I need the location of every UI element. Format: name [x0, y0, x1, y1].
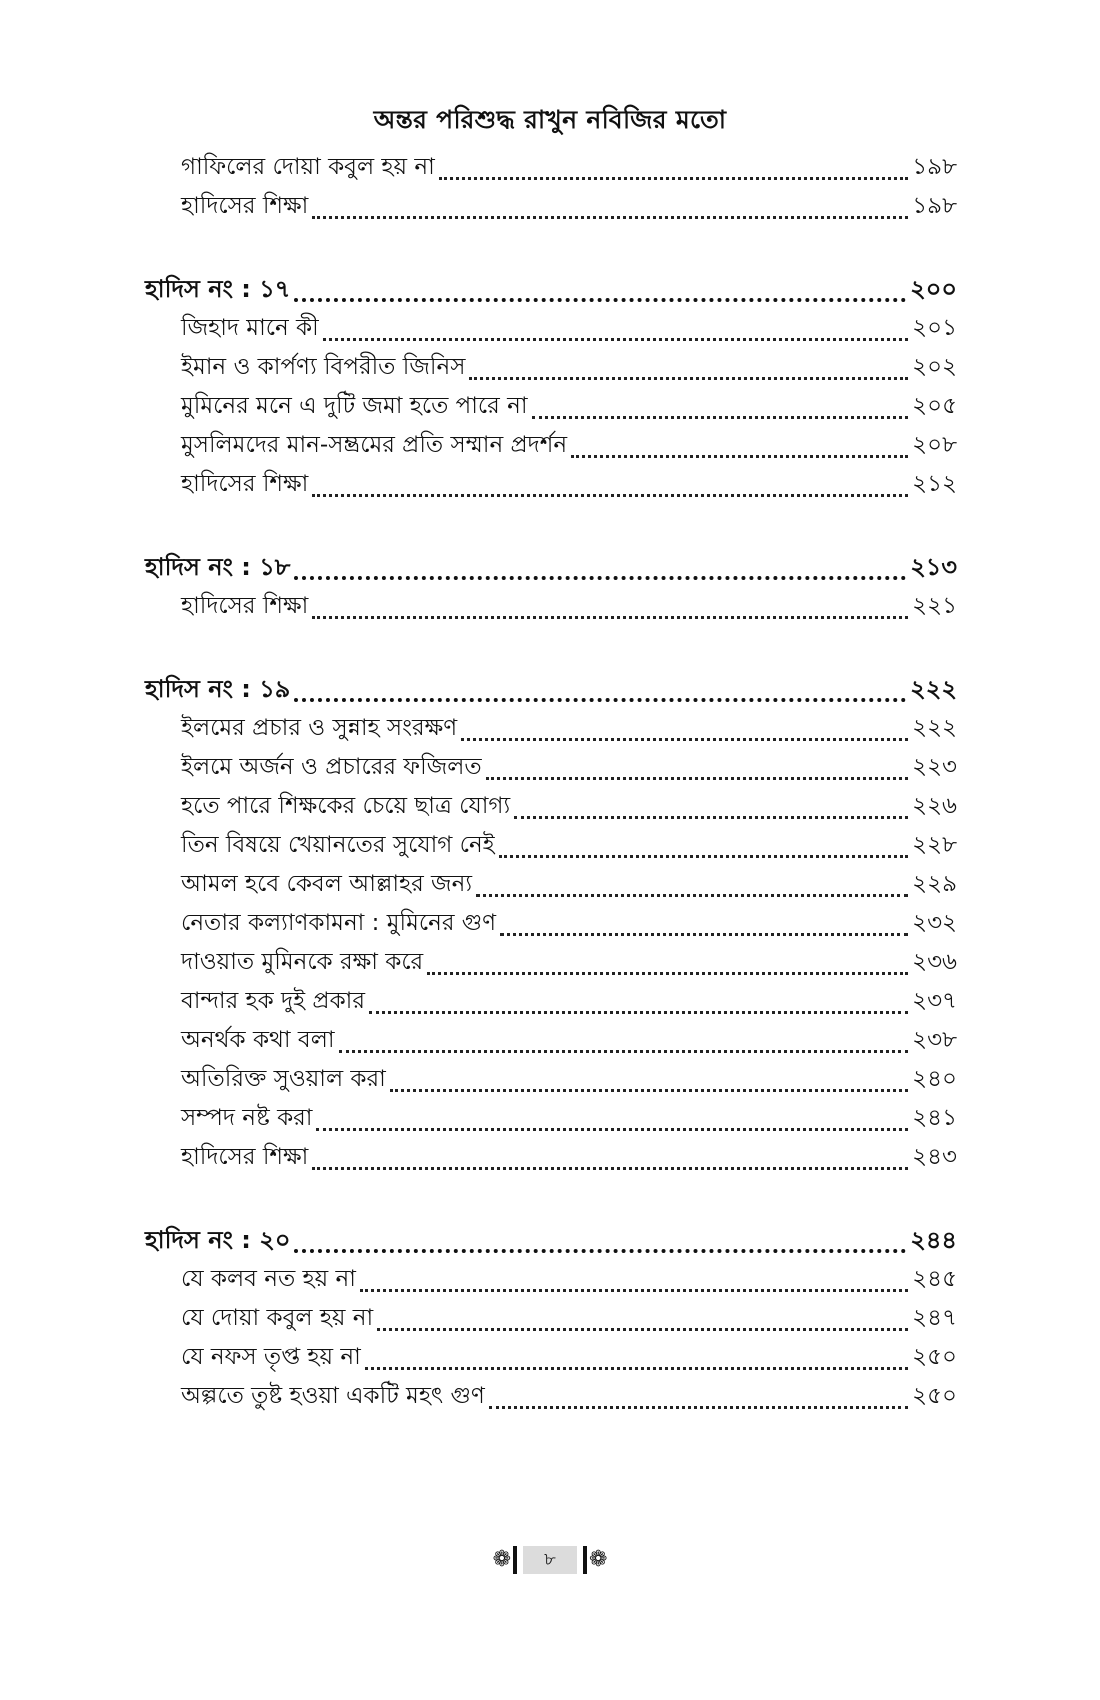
- toc-entry-page: ২২৮: [912, 832, 957, 858]
- section-spacer: [145, 226, 957, 270]
- toc-entry[interactable]: [145, 826, 957, 865]
- toc-entry-label: ইলমে অর্জন ও প্রচারের ফজিলত: [181, 754, 482, 780]
- dot-leader: [390, 1088, 908, 1092]
- toc-entry-label: জিহাদ মানে কী: [181, 315, 319, 341]
- toc-entry-label: নেতার কল্যাণকামনা : মুমিনের গুণ: [181, 910, 497, 936]
- dot-leader: [461, 737, 908, 741]
- dot-leader: [360, 1288, 908, 1292]
- toc-entry[interactable]: [145, 348, 957, 387]
- dot-leader: [427, 971, 908, 975]
- dot-leader: [499, 854, 909, 858]
- toc-entry-label: ইমান ও কার্পণ্য বিপরীত জিনিস: [181, 354, 466, 380]
- toc-entry[interactable]: [145, 1338, 957, 1377]
- dot-leader: [323, 337, 908, 341]
- section-spacer: [145, 504, 957, 548]
- toc-entry-label: মুমিনের মনে এ দুটি জমা হতে পারে না: [181, 393, 528, 419]
- dot-leader: [312, 1166, 908, 1170]
- toc-entry-page: ২২৬: [912, 793, 957, 819]
- toc-entry-label: হাদিসের শিক্ষা: [181, 593, 309, 619]
- toc-entry[interactable]: [145, 1377, 957, 1416]
- toc-entry[interactable]: [145, 465, 957, 504]
- flower-ornament-icon: ❁: [492, 1547, 511, 1572]
- toc-entry[interactable]: [145, 187, 957, 226]
- dot-leader: [365, 1366, 908, 1370]
- flower-ornament-icon: ❁: [589, 1547, 608, 1572]
- toc-entry-label: দাওয়াত মুমিনকে রক্ষা করে: [181, 949, 424, 975]
- toc-entry[interactable]: [145, 982, 957, 1021]
- toc-entry-page: ২৩৭: [912, 988, 957, 1014]
- dot-leader: [316, 1127, 908, 1131]
- toc-entry-page: ২২৩: [912, 754, 957, 780]
- toc-section-heading[interactable]: [145, 670, 957, 709]
- dot-leader: [339, 1049, 909, 1053]
- toc-entry-label: যে কলব নত হয় না: [181, 1266, 356, 1292]
- toc-entry-label: তিন বিষয়ে খেয়ানতের সুযোগ নেই: [181, 832, 495, 858]
- dot-leader: [532, 415, 909, 419]
- dot-leader: [439, 176, 908, 180]
- toc-entry-label: মুসলিমদের মান-সম্ভ্রমের প্রতি সম্মান প্রদর্শন: [181, 432, 568, 458]
- toc-entry[interactable]: [145, 787, 957, 826]
- dot-leader: [514, 815, 908, 819]
- page-number: ৮: [523, 1546, 577, 1574]
- toc-entry-page: ১৯৮: [912, 193, 957, 219]
- toc-entry-page: ২৪৭: [912, 1305, 957, 1331]
- toc-entry-page: ১৯৮: [912, 154, 957, 180]
- toc-entry-page: ২৫০: [912, 1383, 957, 1409]
- dot-leader: [489, 1405, 908, 1409]
- toc-entry[interactable]: [145, 309, 957, 348]
- dot-leader: [312, 215, 908, 219]
- toc-section-title: হাদিস নং : ১৮: [145, 553, 291, 581]
- toc-entry[interactable]: [145, 1299, 957, 1338]
- toc-entry-label: গাফিলের দোয়া কবুল হয় না: [181, 154, 435, 180]
- dot-leader: [294, 297, 906, 302]
- dot-leader: [294, 697, 906, 702]
- toc-section-heading[interactable]: [145, 1221, 957, 1260]
- vertical-bar-ornament: [513, 1546, 517, 1574]
- toc-section-title: হাদিস নং : ২০: [145, 1226, 291, 1254]
- dot-leader: [294, 575, 906, 580]
- toc-entry[interactable]: [145, 1138, 957, 1177]
- toc-section-title: হাদিস নং : ১৭: [145, 275, 291, 303]
- dot-leader: [469, 376, 908, 380]
- toc-entry-page: ২১২: [912, 471, 957, 497]
- dot-leader: [500, 932, 908, 936]
- dot-leader: [312, 615, 908, 619]
- dot-leader: [294, 1248, 906, 1253]
- toc-entry-label: হাদিসের শিক্ষা: [181, 471, 309, 497]
- toc-entry-page: ২২২: [912, 715, 957, 741]
- toc-entry[interactable]: [145, 148, 957, 187]
- toc-section-page: ২০০: [910, 275, 957, 303]
- toc-section-title: হাদিস নং : ১৯: [145, 675, 291, 703]
- toc-entry-page: ২০২: [912, 354, 957, 380]
- toc-entry[interactable]: [145, 1060, 957, 1099]
- toc-entry-page: ২২১: [912, 593, 957, 619]
- toc-entry-label: অল্পতে তুষ্ট হওয়া একটি মহৎ গুণ: [181, 1383, 485, 1409]
- toc-entry-label: আমল হবে কেবল আল্লাহর জন্য: [181, 871, 473, 897]
- toc-entry-label: হাদিসের শিক্ষা: [181, 193, 309, 219]
- toc-entry[interactable]: [145, 748, 957, 787]
- toc-entry-label: যে নফস তৃপ্ত হয় না: [181, 1344, 361, 1370]
- dot-leader: [377, 1327, 908, 1331]
- toc-entry[interactable]: [145, 709, 957, 748]
- toc-entry-page: ২৩২: [912, 910, 957, 936]
- toc-entry-label: হাদিসের শিক্ষা: [181, 1144, 309, 1170]
- toc-entry-label: অতিরিক্ত সুওয়াল করা: [181, 1066, 386, 1092]
- toc-entry-page: ২০৮: [912, 432, 957, 458]
- toc-entry[interactable]: [145, 1260, 957, 1299]
- toc-entry[interactable]: [145, 1099, 957, 1138]
- toc-section-page: ২২২: [910, 675, 957, 703]
- toc-entry[interactable]: [145, 943, 957, 982]
- toc-entry[interactable]: [145, 587, 957, 626]
- page-footer: [0, 1540, 1100, 1580]
- toc-section-heading[interactable]: [145, 548, 957, 587]
- toc-entry-label: যে দোয়া কবুল হয় না: [181, 1305, 374, 1331]
- toc-entry-page: ২৪৫: [912, 1266, 957, 1292]
- toc-section-heading[interactable]: [145, 270, 957, 309]
- footer-ornament-left: [493, 1544, 519, 1576]
- toc-entry[interactable]: [145, 1021, 957, 1060]
- toc-entry-label: ইলমের প্রচার ও সুন্নাহ সংরক্ষণ: [181, 715, 458, 741]
- section-spacer: [145, 626, 957, 670]
- toc-section-page: ২৪৪: [910, 1226, 957, 1254]
- toc-entry[interactable]: [145, 426, 957, 465]
- toc-entry-page: ২৪১: [912, 1105, 957, 1131]
- toc-entry-page: ২৩৮: [912, 1027, 957, 1053]
- toc-entry-label: হতে পারে শিক্ষকের চেয়ে ছাত্র যোগ্য: [181, 793, 511, 819]
- running-header: অন্তর পরিশুদ্ধ রাখুন নবিজির মতো: [373, 105, 727, 134]
- toc-entry[interactable]: [145, 865, 957, 904]
- toc-entry-label: বান্দার হক দুই প্রকার: [181, 988, 365, 1014]
- toc-entry-label: অনর্থক কথা বলা: [181, 1027, 335, 1053]
- toc-entry-page: ২৫০: [912, 1344, 957, 1370]
- dot-leader: [369, 1010, 908, 1014]
- toc-entry-page: ২০১: [912, 315, 957, 341]
- table-of-contents: [145, 148, 957, 1416]
- toc-entry[interactable]: [145, 387, 957, 426]
- vertical-bar-ornament: [583, 1546, 587, 1574]
- section-spacer: [145, 1177, 957, 1221]
- toc-entry[interactable]: [145, 904, 957, 943]
- toc-section-page: ২১৩: [910, 553, 957, 581]
- toc-entry-label: সম্পদ নষ্ট করা: [181, 1105, 313, 1131]
- toc-entry-page: ২৪৩: [912, 1144, 957, 1170]
- dot-leader: [312, 493, 908, 497]
- dot-leader: [476, 893, 908, 897]
- toc-entry-page: ২২৯: [912, 871, 957, 897]
- footer-ornament-right: [581, 1544, 607, 1576]
- dot-leader: [571, 454, 908, 458]
- toc-entry-page: ২৩৬: [912, 949, 957, 975]
- toc-entry-page: ২০৫: [912, 393, 957, 419]
- toc-entry-page: ২৪০: [912, 1066, 957, 1092]
- dot-leader: [486, 776, 908, 780]
